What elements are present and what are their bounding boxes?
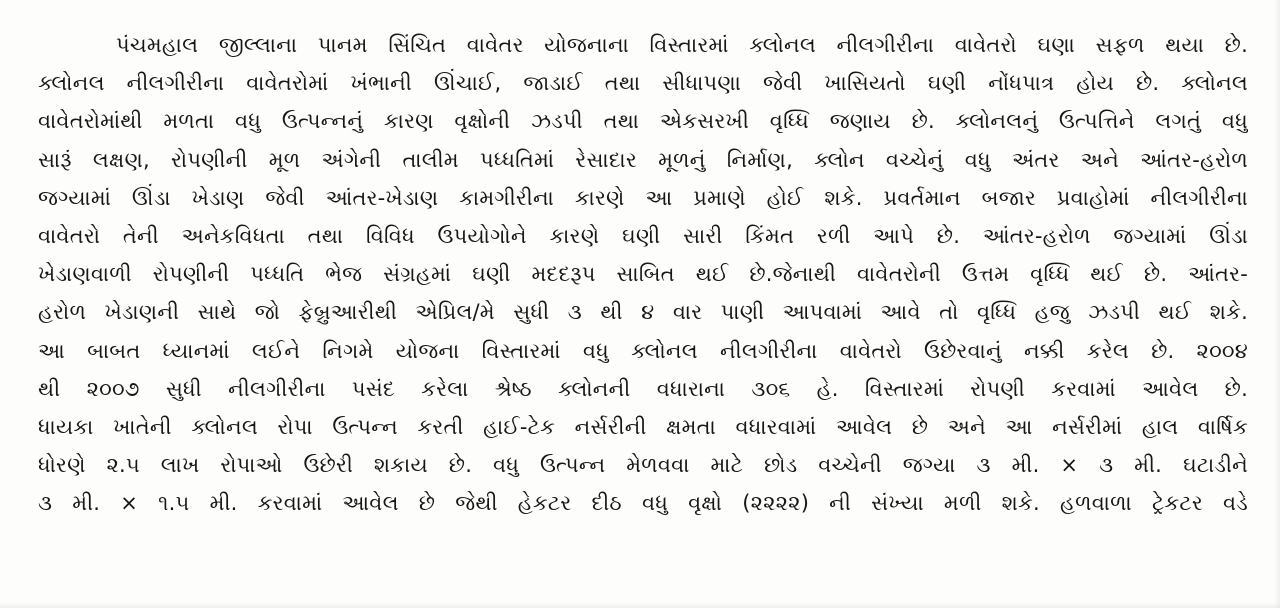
- text-line: ૩ મી. × ૧.૫ મી. કરવામાં આવેલ છે જેથી હેકટર દીઠ વધુ વૃક્ષો (૨૨૨૨) ની સંખ્યા મળી શકે. હળવાળા ટ્રેકટર વડે: [38, 491, 1248, 516]
- text-line: પંચમહાલ જીલ્લાના પાનમ સિંચિત વાવેતર યોજનાના વિસ્તારમાં ક્લોનલ નીલગીરીના વાવેતરો ઘણા સફળ થયા છે.: [116, 33, 1248, 57]
- text-line: ક્લોનલ નીલગીરીના વાવેતરોમાં ખંભાની ઊંચાઈ, જાડાઈ તથા સીધાપણા જેવી ખાસિયતો ઘણી નોંધપાત્ર હોય છે. ક્લોનલ: [38, 71, 1248, 96]
- text-line: ધોરણે ૨.૫ લાખ રોપાઓ ઉછેરી શકાય છે. વધુ ઉત્પન્ન મેળવવા માટે છોડ વચ્ચેની જગ્યા ૩ મી. × ૩ મી. ઘટાડીને: [38, 453, 1248, 478]
- text-line: વાવેતરોમાંથી મળતા વધુ ઉત્પન્નનું કારણ વૃક્ષોની ઝડપી તથા એકસરખી વૃધ્ધિ જણાય છે. ક્લોનલનું ઉત્પત્તિને લગતું વધુ: [38, 109, 1248, 134]
- scan-shadow-bottom: [0, 602, 1280, 608]
- text-line: થી ૨૦૦૭ સુધી નીલગીરીના પસંદ કરેલા શ્રેષ્ઠ ક્લોનની વધારાના ૩૦૬ હે. વિસ્તારમાં રોપણી કરવામાં આવેલ છે.: [38, 376, 1248, 401]
- text-line: જગ્યામાં ઊંડા ખેડાણ જેવી આંતર-ખેડાણ કામગીરીના કારણે આ પ્રમાણે હોઈ શકે. પ્રવર્તમાન બજાર પ્રવાહોમાં નીલગીરીના: [38, 185, 1248, 210]
- text-line: વાવેતરો તેની અનેકવિધતા તથા વિવિધ ઉપયોગોને કારણે ઘણી સારી કિંમત રળી આપે છે. આંતર-હરોળ જગ્યામાં ઊંડા: [38, 223, 1248, 248]
- text-line: ખેડાણવાળી રોપણીની પધ્ધતિ ભેજ સંગ્રહમાં ઘણી મદદરૂપ સાબિત થઈ છે.જેનાથી વાવેતરોની ઉત્તમ વૃધ્ધિ થઈ છે. આંતર-: [38, 262, 1248, 287]
- text-line: હરોળ ખેડાણની સાથે જો ફેબ્રુઆરીથી એપ્રિલ/મે સુધી ૩ થી ૪ વાર પાણી આપવામાં આવે તો વૃધ્ધિ હજુ ઝડપી થઈ શકે.: [38, 300, 1248, 325]
- body-paragraph: [38, 26, 1248, 522]
- text-line: ધાયકા ખાતેની ક્લોનલ રોપા ઉત્પન્ન કરતી હાઈ-ટેક નર્સરીની ક્ષમતા વધારવામાં આવેલ છે અને આ નર્સરીમાં હાલ વાર્ષિક: [38, 414, 1248, 439]
- text-line: આ બાબત ધ્યાનમાં લઈને નિગમે યોજના વિસ્તારમાં વધુ ક્લોનલ નીલગીરીના વાવેતરો ઉછેરવાનું નક્કી કરેલ છે. ૨૦૦૪: [38, 338, 1248, 363]
- text-line: સારૂં લક્ષણ, રોપણીની મૂળ અંગેની તાલીમ પધ્ધતિમાં રેસાદાર મૂળનું નિર્માણ, ક્લોન વચ્ચેનું વધુ અંતર અને આંતર-હરોળ: [38, 147, 1248, 172]
- scan-shadow-right: [1274, 0, 1280, 608]
